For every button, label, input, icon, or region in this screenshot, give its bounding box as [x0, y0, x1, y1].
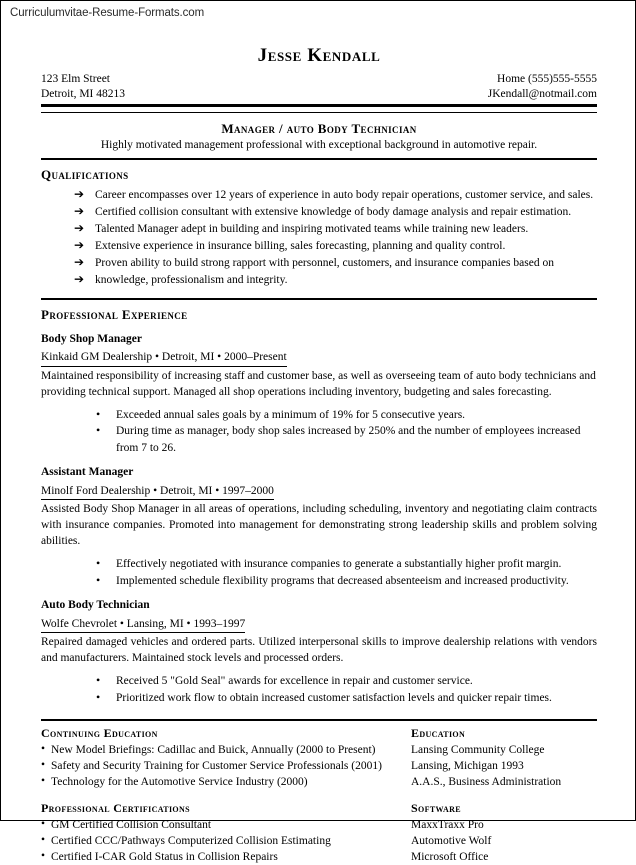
education-block: [411, 726, 597, 790]
list-item: [41, 849, 411, 865]
list-item: Lansing Community College: [411, 743, 545, 756]
contact-block: [41, 72, 597, 102]
list-item: [96, 673, 597, 689]
job-meta: Wolfe Chevrolet • Lansing, MI • 1993–1997: [41, 617, 245, 634]
objective-divider: [41, 158, 597, 160]
arrow-bullet-icon: ➔: [74, 203, 85, 218]
address-line-1: 123 Elm Street: [41, 72, 110, 85]
qualification-text: knowledge, professionalism and integrity.: [95, 273, 288, 286]
bullet-text: Prioritized work flow to obtain increased customer satisfaction levels and quicker repair times.: [116, 691, 552, 704]
software-block: [411, 801, 597, 865]
item-text: Technology for the Automotive Service Industry (2000): [51, 776, 308, 789]
bullet-text: Implemented schedule flexibility programs that decreased absenteeism and increased productivity.: [116, 574, 569, 587]
qualifications-heading: Qualifications: [41, 166, 129, 182]
list-item: [96, 407, 597, 423]
job-bullets: [41, 556, 597, 589]
item-text: New Model Briefings: Cadillac and Buick, Annually (2000 to Present): [51, 743, 376, 756]
dot-bullet-icon: •: [41, 775, 46, 788]
job-bullets: [41, 407, 597, 456]
software-heading: Software: [411, 801, 461, 816]
email-address: JKendall@notmail.com: [487, 87, 597, 100]
job-meta: Kinkaid GM Dealership • Detroit, MI • 2000–Present: [41, 350, 287, 367]
phone-number: Home (555)555-5555: [497, 72, 597, 85]
dot-bullet-icon: •: [41, 834, 46, 847]
list-item: Automotive Wolf: [411, 835, 492, 848]
list-item: MaxxTraxx Pro: [411, 819, 484, 832]
arrow-bullet-icon: ➔: [74, 237, 85, 252]
job-title: Assistant Manager: [41, 466, 134, 479]
arrow-bullet-icon: ➔: [74, 271, 85, 286]
experience-entry: [41, 598, 597, 706]
dot-bullet-icon: •: [41, 850, 46, 863]
item-text: Certified I-CAR Gold Status in Collision Repairs: [51, 851, 278, 864]
continuing-education-block: [41, 726, 411, 790]
dot-bullet-icon: •: [41, 818, 46, 831]
arrow-bullet-icon: ➔: [74, 254, 85, 269]
dot-bullet-icon: •: [41, 758, 46, 771]
education-list: [411, 742, 597, 790]
dot-bullet-icon: •: [96, 407, 101, 422]
candidate-name: Jesse Kendall: [257, 45, 381, 66]
list-item: [74, 255, 597, 272]
job-title: Auto Body Technician: [41, 598, 150, 611]
qualifications-list: [41, 187, 597, 289]
qualification-text: Certified collision consultant with extensive knowledge of body damage analysis and repair estimation.: [95, 205, 572, 218]
footer-left-column: [41, 726, 411, 865]
job-bullets: [41, 673, 597, 706]
continuing-education-heading: Continuing Education: [41, 725, 158, 740]
list-item: A.A.S., Business Administration: [411, 776, 562, 789]
bullet-text: Effectively negotiated with insurance companies to generate a substantially higher profit margin.: [116, 558, 562, 571]
experience-heading: Professional Experience: [41, 306, 188, 322]
job-meta: Minolf Ford Dealership • Detroit, MI • 1997–2000: [41, 484, 274, 501]
continuing-education-list: [41, 742, 411, 790]
education-heading: Education: [411, 725, 466, 740]
bullet-text: During time as manager, body shop sales increased by 250% and the number of employees increased from 7 to 26.: [116, 425, 581, 454]
qualification-text: Talented Manager adept in building and inspiring motivated teams while training new leaders.: [95, 222, 529, 235]
contact-address: [41, 72, 125, 102]
dot-bullet-icon: •: [96, 572, 101, 587]
list-item: [41, 833, 411, 849]
item-text: Safety and Security Training for Customer Service Professionals (2001): [51, 759, 382, 772]
job-title: Body Shop Manager: [41, 332, 142, 345]
list-item: [41, 817, 411, 833]
professional-title: Manager / auto Body Technician: [221, 120, 417, 136]
list-item: [74, 238, 597, 255]
list-item: [74, 221, 597, 238]
dot-bullet-icon: •: [41, 742, 46, 755]
job-description: Maintained responsibility of increasing staff and customer base, as well as overseeing team of auto body technicians and providing technical support. Managed all shop operations including inventory, budgeting and sales forecasting.: [41, 369, 596, 398]
certifications-heading: Professional Certifications: [41, 801, 190, 816]
dot-bullet-icon: •: [96, 689, 101, 704]
list-item: [74, 187, 597, 204]
site-watermark: Curriculumvitae-Resume-Formats.com: [10, 7, 205, 19]
list-item: [96, 690, 597, 706]
dot-bullet-icon: •: [96, 673, 101, 688]
bullet-text: Received 5 "Gold Seal" awards for excellence in repair and customer service.: [116, 675, 473, 688]
footer-right-column: [411, 726, 597, 865]
item-text: Certified CCC/Pathways Computerized Collision Estimating: [51, 835, 331, 848]
list-item: [96, 556, 597, 572]
header-divider-heavy: [41, 104, 597, 113]
list-item: Lansing, Michigan 1993: [411, 759, 524, 772]
certifications-block: [41, 801, 411, 865]
qualification-text: Proven ability to build strong rapport with personnel, customers, and insurance companies based on: [95, 256, 554, 269]
experience-entry: [41, 332, 597, 456]
list-item: [41, 742, 411, 758]
experience-entry: [41, 465, 597, 589]
job-description: Repaired damaged vehicles and ordered parts. Utilized interpersonal skills to improve dealership relations with vendors and manufacturers. Maintained stock levels and processed orders.: [41, 636, 597, 665]
list-item: [74, 272, 597, 289]
dot-bullet-icon: •: [96, 423, 101, 438]
list-item: [41, 758, 411, 774]
certifications-list: [41, 817, 411, 865]
contact-details: [488, 72, 597, 102]
list-item: Microsoft Office: [411, 851, 489, 864]
bullet-text: Exceeded annual sales goals by a minimum of 19% for 5 consecutive years.: [116, 409, 466, 422]
arrow-bullet-icon: ➔: [74, 186, 85, 201]
objective-statement: Highly motivated management professional with exceptional background in automotive repair.: [100, 138, 538, 151]
qualifications-divider: [41, 298, 597, 300]
experience-divider: [41, 719, 597, 721]
footer-columns: [41, 726, 597, 865]
qualification-text: Career encompasses over 12 years of experience in auto body repair operations, customer service, and sales.: [95, 188, 594, 201]
arrow-bullet-icon: ➔: [74, 220, 85, 235]
list-item: [74, 204, 597, 221]
item-text: GM Certified Collision Consultant: [51, 819, 212, 832]
list-item: [96, 573, 597, 589]
software-list: [411, 817, 597, 865]
list-item: [96, 423, 597, 456]
address-line-2: Detroit, MI 48213: [41, 87, 126, 100]
resume-document: [41, 45, 597, 865]
dot-bullet-icon: •: [96, 556, 101, 571]
list-item: [41, 774, 411, 790]
job-description: Assisted Body Shop Manager in all areas of operations, including scheduling, inventory and negotiating claim contracts with insurance companies. Promoted into management for demonstrating strong leadership skills and problem solving abilities.: [41, 503, 597, 548]
qualification-text: Extensive experience in insurance billing, sales forecasting, planning and quality control.: [95, 239, 506, 252]
